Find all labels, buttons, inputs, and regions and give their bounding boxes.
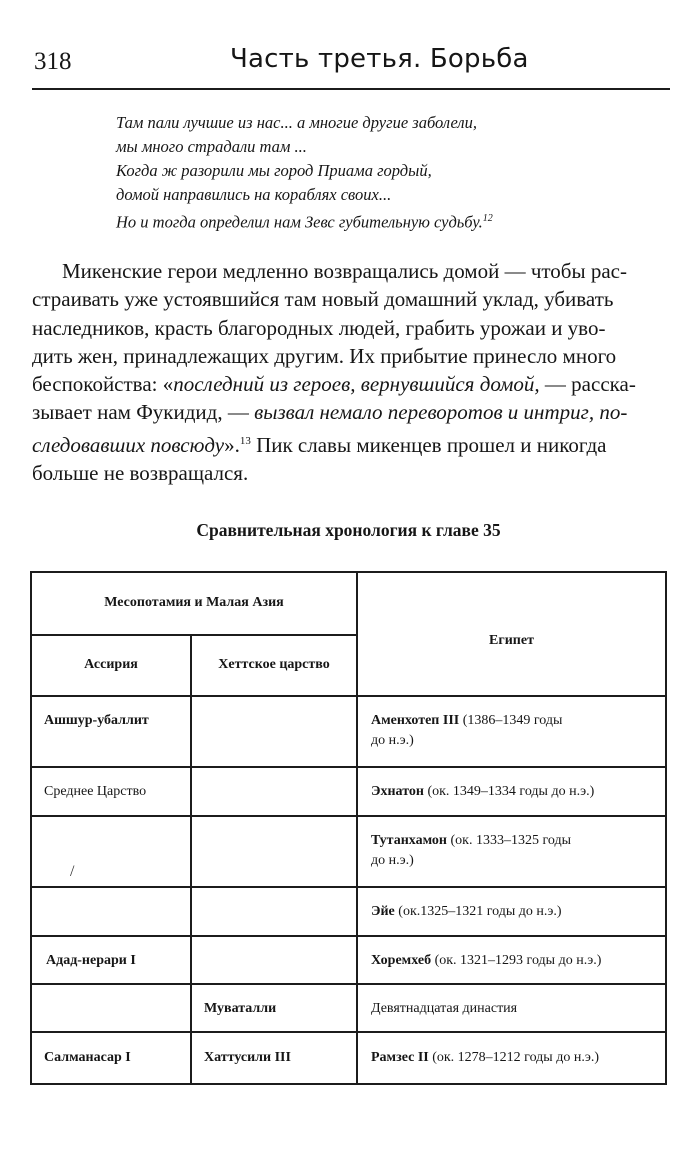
row-divider xyxy=(30,815,667,817)
table-border xyxy=(30,571,667,573)
cell-hittite: Хаттусили III xyxy=(204,1050,291,1065)
epigraph-line xyxy=(116,207,636,235)
cell-egypt: Девятнадцатая династия xyxy=(371,1001,518,1016)
epigraph-line: Когда ж разорили мы город Приама гордый, xyxy=(116,161,432,180)
body-line xyxy=(32,427,670,459)
epigraph-line: домой направились на кораблях своих... xyxy=(116,185,392,204)
row-divider xyxy=(30,935,667,937)
epigraph-line: мы много страдали там ... xyxy=(116,137,307,156)
cell-assyria: Салманасар I xyxy=(44,1050,131,1065)
page-header xyxy=(30,42,670,84)
text-run: — расска- xyxy=(539,372,636,397)
cell-assyria: Среднее Царство xyxy=(44,784,147,799)
cell-hittite: Муваталли xyxy=(204,1001,277,1016)
header-mesopotamia: Месопотамия и Малая Азия xyxy=(104,595,284,610)
chronology-table xyxy=(30,571,667,1085)
row-divider xyxy=(30,1031,667,1033)
header-rule xyxy=(32,88,670,90)
quote-run: последний из героев, вернувшийся домой, xyxy=(173,372,540,397)
running-title: Часть третья. Борьба xyxy=(230,44,529,74)
table-border xyxy=(665,571,667,1085)
cell-assyria: Адад-нерари I xyxy=(46,953,136,968)
cell-egypt: Хоремхеб (ок. 1321–1293 годы до н.э.) xyxy=(371,953,602,968)
quote-run: следовавших повсюду xyxy=(32,432,225,457)
footnote-ref: 13 xyxy=(239,434,251,447)
row-divider xyxy=(30,886,667,888)
footnote-ref: 12 xyxy=(482,213,493,224)
body-line: страивать уже устоявшийся там новый домашний уклад, убивать xyxy=(32,287,614,312)
body-line: наследников, красть благородных людей, грабить урожаи и уво- xyxy=(32,315,606,340)
row-divider xyxy=(30,695,667,697)
table-title: Сравнительная хронология к главе 35 xyxy=(196,520,501,540)
cell-assyria: Ашшур-убаллит xyxy=(44,713,149,728)
cell-egypt: Эхнатон (ок. 1349–1334 годы до н.э.) xyxy=(371,784,595,799)
cell-egypt: Аменхотеп III (1386–1349 годы до н.э.) xyxy=(371,713,563,748)
row-divider xyxy=(30,983,667,985)
row-divider xyxy=(30,634,358,636)
page-number: 318 xyxy=(34,48,72,75)
body-line: больше не возвращался. xyxy=(32,461,249,486)
body-line xyxy=(32,398,670,426)
column-divider xyxy=(190,634,192,1085)
header-egypt: Египет xyxy=(489,633,534,648)
epigraph xyxy=(116,111,636,235)
quote-run: вызвал немало переворотов и интриг, по- xyxy=(254,400,628,425)
cell-egypt: Эйе (ок.1325–1321 годы до н.э.) xyxy=(371,904,562,919)
stray-mark: / xyxy=(70,863,75,880)
epigraph-line: Там пали лучшие из нас... а многие другие заболели, xyxy=(116,113,477,132)
body-line: дить жен, принадлежащих другим. Их прибытие принесло много xyxy=(32,343,617,368)
epigraph-last-line: Но и тогда определил нам Зевс губительную судьбу. xyxy=(116,212,483,232)
body-line xyxy=(32,370,670,398)
text-run: зывает нам Фукидид, — xyxy=(32,400,255,425)
text-run: Пик славы микенцев прошел и никогда xyxy=(250,432,607,457)
text-run: беспокойства: « xyxy=(32,372,174,397)
table-border xyxy=(30,1083,667,1085)
cell-egypt: Тутанхамон (ок. 1333–1325 годы до н.э.) xyxy=(371,833,571,868)
cell-egypt: Рамзес II (ок. 1278–1212 годы до н.э.) xyxy=(371,1050,599,1065)
body-paragraph xyxy=(32,257,670,487)
header-assyria: Ассирия xyxy=(84,657,138,672)
text-run: ». xyxy=(224,432,240,457)
row-divider xyxy=(30,766,667,768)
header-hittite: Хеттское царство xyxy=(218,657,330,672)
table-border xyxy=(30,571,32,1085)
body-line: Микенские герои медленно возвращались домой — чтобы рас- xyxy=(62,259,627,283)
